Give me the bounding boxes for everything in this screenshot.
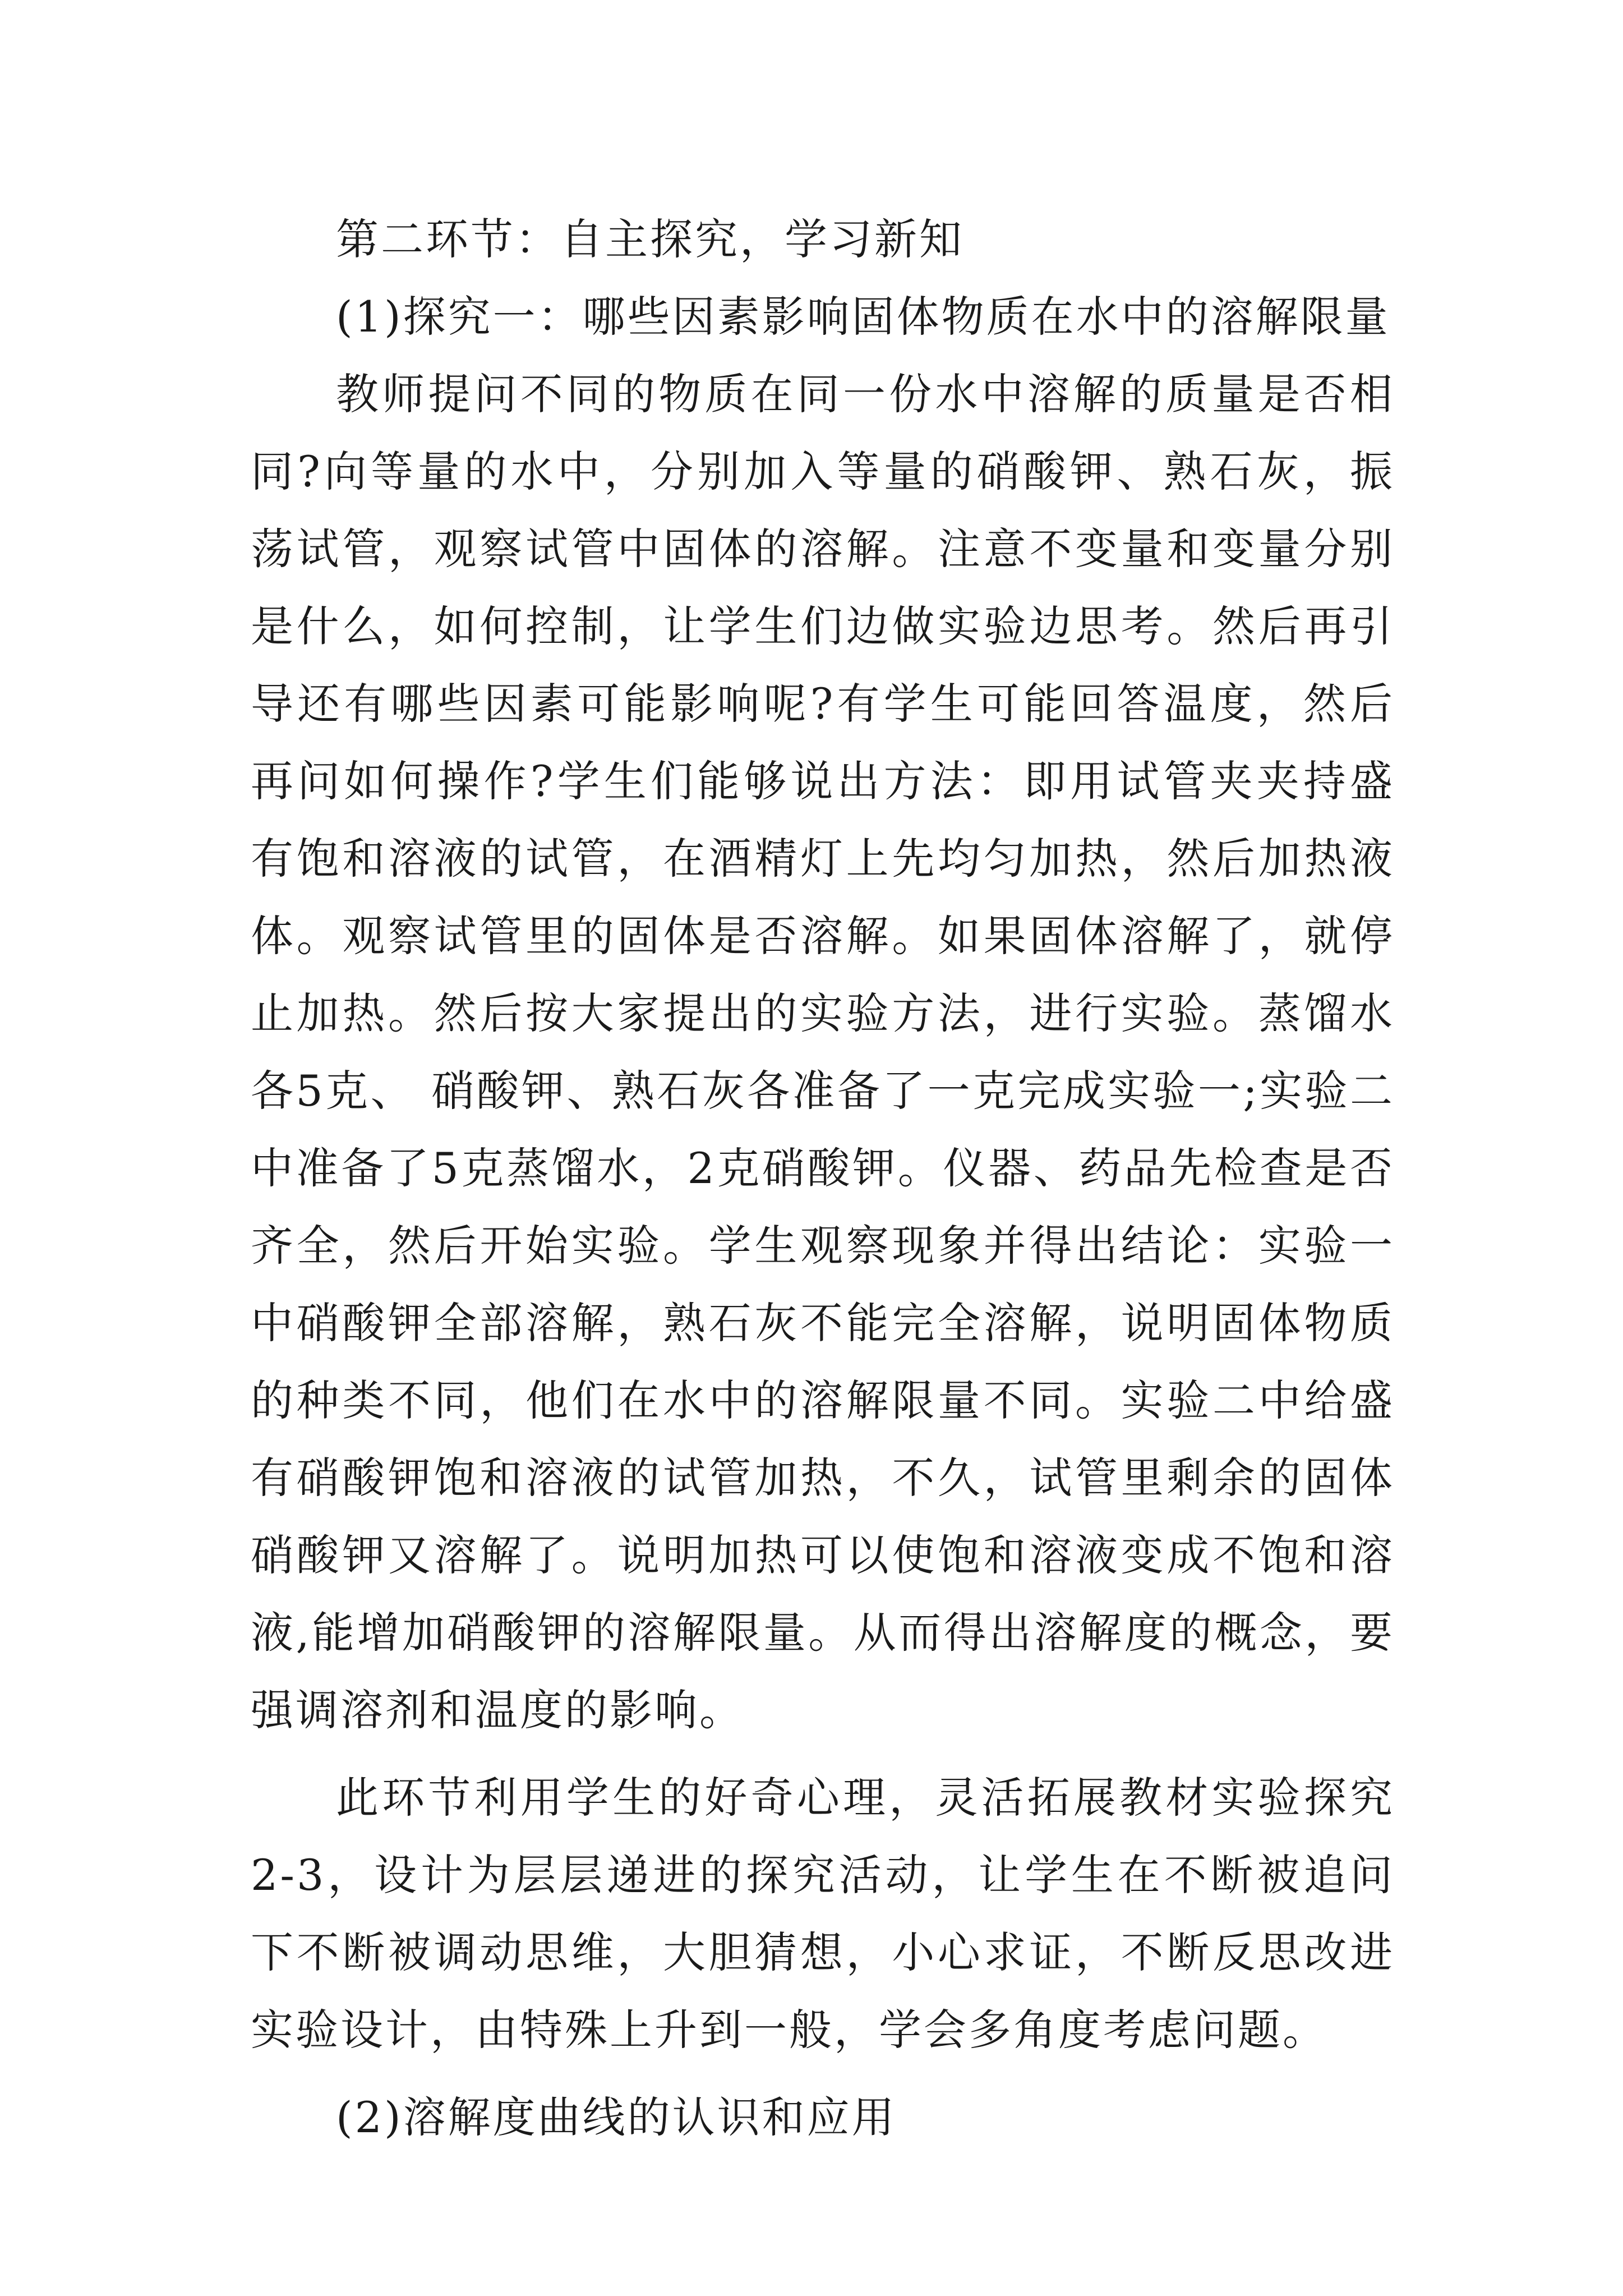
section-heading: 第二环节：自主探究，学习新知: [336, 214, 964, 264]
body-paragraph: 此环节利用学生的好奇心理，灵活拓展教材实验探究2-3，设计为层层递进的探究活动，让学生在不断被追问下不断被调动思维，大胆猜想，小心求证，不断反思改进实验设计，由特殊上升到一般，学会多角度考虑问题。: [251, 1773, 1395, 2055]
subsection-heading: (1)探究一：哪些因素影响固体物质在水中的溶解限量: [336, 292, 1390, 342]
subsection-heading: (2)溶解度曲线的认识和应用: [336, 2092, 897, 2142]
document-body: [251, 201, 1395, 2156]
body-paragraph: 教师提问不同的物质在同一份水中溶解的质量是否相同?向等量的水中，分别加入等量的硝酸钾、熟石灰，振荡试管，观察试管中固体的溶解。注意不变量和变量分别是什么，如何控制，让学生们边做实验边思考。然后再引导还有哪些因素可能影响呢?有学生可能回答温度，然后再问如何操作?学生们能够说出方法：即用试管夹夹持盛有饱和溶液的试管，在酒精灯上先均匀加热，然后加热液体。观察试管里的固体是否溶解。如果固体溶解了，就停止加热。然后按大家提出的实验方法，进行实验。蒸馏水各5克、 硝酸钾、熟石灰各准备了一克完成实验一;实验二中准备了5克蒸馏水，2克硝酸钾。仪器、药品先检查是否齐全，然后开始实验。学生观察现象并得出结论：实验一中硝酸钾全部溶解，熟石灰不能完全溶解，说明固体物质的种类不同，他们在水中的溶解限量不同。实验二中给盛有硝酸钾饱和溶液的试管加热，不久，试管里剩余的固体硝酸钾又溶解了。说明加热可以使饱和溶液变成不饱和溶液,能增加硝酸钾的溶解限量。从而得出溶解度的概念，要强调溶剂和温度的影响。: [251, 369, 1395, 1735]
